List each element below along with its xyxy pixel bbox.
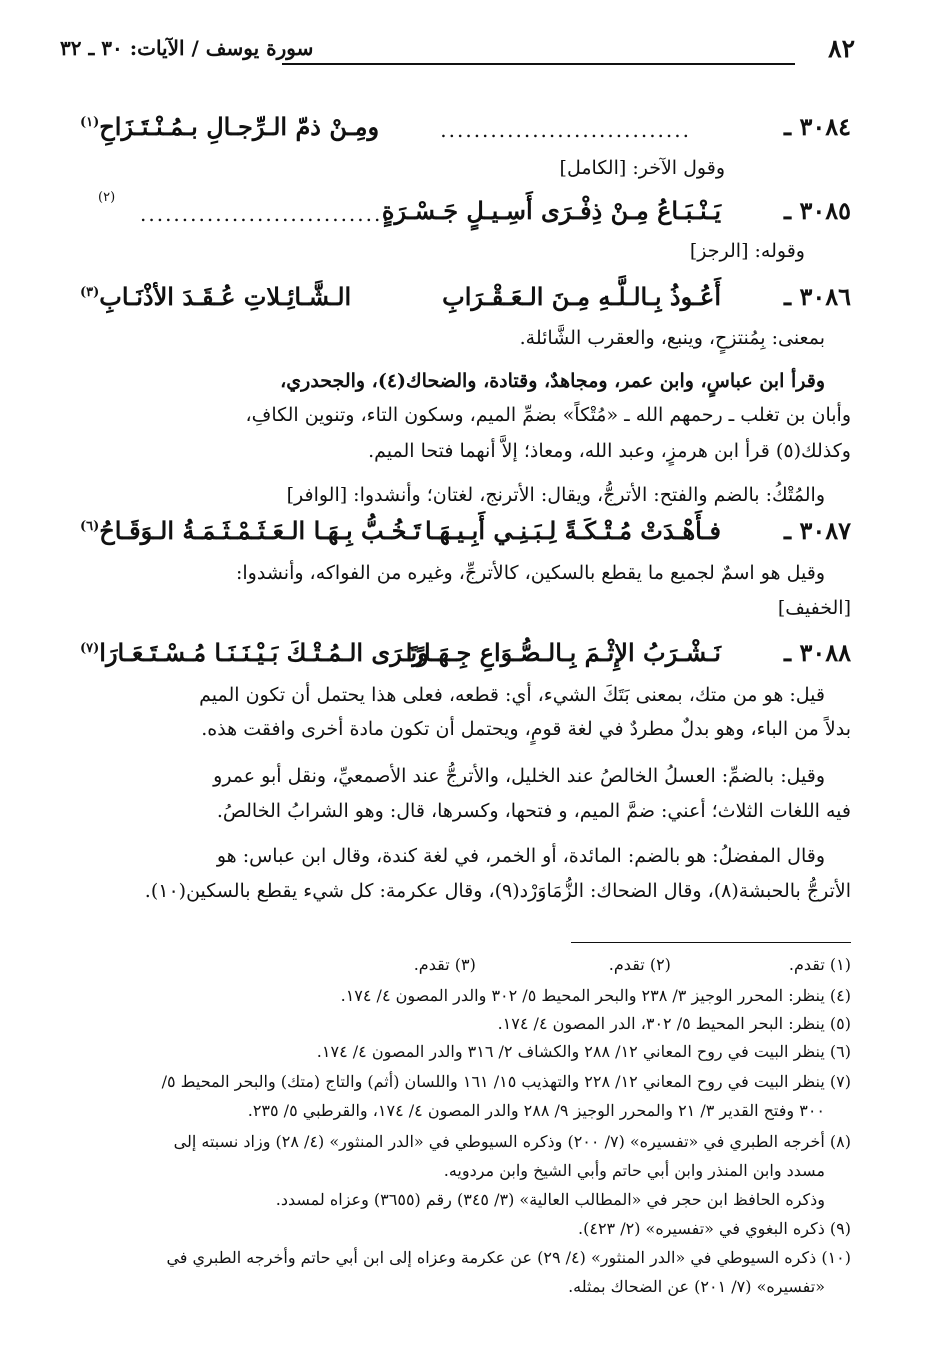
verse-hemistich-a: فـأَهْـدَتْ مُـتْـكَـةً لِـبَـنِـي أَبِـيـهَـا (424, 516, 721, 545)
elision-dots: .............................. (440, 118, 691, 142)
footnote-6: (٦) ينظر البيت في روح المعاني ١٢/ ٢٨٨ والكشاف ٢/ ٣١٦ والدر المصون ٤/ ١٧٤. (316, 1042, 851, 1061)
footnote-10-cont: «تفسيره» (٧/ ٢٠١) عن الضحاك بمثله. (568, 1277, 825, 1296)
footnotes-1-3 (80, 955, 851, 974)
footnote-4: (٤) ينظر: المحرر الوجيز ٣/ ٢٣٨ والبحر المحيط ٥/ ٣٠٢ والدر المصون ٤/ ١٧٤. (340, 986, 851, 1005)
footnote-9: (٩) ذكره البغوي في «تفسيره» (٢/ ٤٢٣). (578, 1219, 851, 1238)
text-line: وقيل: بالضمِّ: العسلُ الخالصُ عند الخليل، والأترجُّ عند الأصمعيِّ، ونقل أبو عمرو (213, 765, 825, 787)
footnote-8-cont: مسدد وابن المنذر وابن أبي حاتم وأبي الشيخ وابن مردويه. (443, 1161, 825, 1180)
footnote-1: (١) تقدم. (788, 955, 851, 974)
text-line: وكذلك(٥) قرأ ابن هرمزٍ، وعبد الله، ومعاذ؛ إلاَّ أنهما فتحا الميم. (368, 440, 851, 462)
verse-number: ٣٠٨٦ ـ (784, 282, 851, 311)
running-title: سورة يوسف / الآيات: ٣٠ ـ ٣٢ (60, 36, 314, 60)
verse-3084 (80, 112, 851, 152)
verse-3087 (80, 516, 851, 556)
footnote-7-cont: ٣٠٠ وفتح القدير ٣/ ٢١ والمحرر الوجيز ٩/ ٢٨٨ والدر المصون ٤/ ١٧٤، والقرطبي ٥/ ٢٣٥. (247, 1101, 825, 1120)
verse-hemistich-b (80, 516, 421, 545)
page-header (60, 32, 855, 72)
text-line: وقال المفضلُ: هو بالضم: المائدة، أو الخمر، في لغة كندة، وقال ابن عباس: هو (216, 845, 825, 867)
footnote-8: (٨) أخرجه الطبري في «تفسيره» (٧/ ٢٠٠) وذكره السيوطي في «الدر المنثور» (٤/ ٢٨) وزاد نسبته إلى (173, 1132, 851, 1151)
verse-text: ومِـنْ ذمّ الـرِّجـالِ بـمُـنْـتَـزَاحِ (99, 112, 380, 141)
meter-line: وقوله: [الرجز] (689, 240, 805, 262)
verse-3088 (80, 638, 851, 678)
text-line: وأبان بن تغلب ـ رحمهم الله ـ «مُتْكاً» بضمِّ الميم، وسكون التاء، وتنوين الكافِ، (245, 404, 851, 426)
verse-3086 (80, 282, 851, 322)
footnote-ref: (٧) (80, 641, 100, 656)
text-line: قيل: هو من متك، بمعنى بَتَكَ الشيء، أي: قطعه، فعلى هذا يحتمل أن تكون الميم (199, 684, 825, 706)
footnote-rule (571, 942, 851, 943)
text-line: وقرأ ابن عباسٍ، وابن عمر، ومجاهدٌ، وقتادة، والضحاك(٤)، والجحدري، (280, 370, 825, 392)
meter-line: وقول الآخر: [الكامل] (559, 157, 725, 179)
footnote-ref: (١) (80, 115, 100, 130)
verse-hemistich-a: نَـشْـرَبُ الإِثْـمَ بِـالـصُّـوَاعِ جِـهَـارًا (405, 638, 721, 667)
verse-hemistich-b (80, 638, 429, 667)
verse-hemistich-b (80, 282, 351, 311)
verse-number: ٣٠٨٨ ـ (784, 638, 851, 667)
footnote-8-cont: وذكره الحافظ ابن حجر في «المطالب العالية» (٣/ ٣٤٥) رقم (٣٦٥٥) وعزاه لمسدد. (275, 1190, 825, 1209)
footnote-ref: (٢) (98, 190, 116, 205)
text-line: بدلاً من الباء، وهو بدلٌ مطردٌ في لغة قومٍ، ويحتمل أن تكون مادة أخرى وافقت هذه. (201, 718, 851, 740)
header-rule (282, 63, 795, 65)
footnote-7: (٧) ينظر البيت في روح المعاني ١٢/ ٢٢٨ والتهذيب ١٥/ ١٦١ واللسان (أثم) والتاج (متك) والبحر المحيط ٥/ (161, 1072, 851, 1091)
footnote-5: (٥) ينظر: البحر المحيط ٥/ ٣٠٢، الدر المصون ٤/ ١٧٤. (497, 1014, 851, 1033)
footnote-2: (٢) تقدم. (608, 955, 671, 974)
verse-3085 (80, 190, 851, 236)
verse-hemistich-a: يَـنْـبَـاعُ مِـنْ ذِفْـرَى أَسِـيـلٍ جَـسْـرَةٍ (381, 196, 721, 225)
footnote-ref: (٦) (80, 519, 100, 534)
text-line: الأترجُّ بالحبشة(٨)، وقال الضحاك: الزُّمَاوَرْد(٩)، وقال عكرمة: كل شيء يقطع بالسكين(١٠). (144, 880, 851, 902)
verse-number: ٣٠٨٤ ـ (784, 112, 851, 141)
verse-text: وتَـرَى الـمُـتْـكَ بَـيْـنَـنَـا مُـسْـتَـعَـارَا (99, 638, 429, 667)
text-line: وقيل هو اسمٌ لجميع ما يقطع بالسكين، كالأترجِّ، وغيره من الفواكه، وأنشدوا: (236, 562, 825, 584)
elision-dots: .............................. (140, 202, 391, 226)
text-line: والمُتْكُ: بالضم والفتح: الأترجُّ، ويقال: الأترنج، لغتان؛ وأنشدوا: [الوافر] (286, 484, 825, 506)
text-line: فيه اللغات الثلاث؛ أعني: ضمَّ الميم، و فتحها، وكسرها، قال: وهو الشرابُ الخالصُ. (216, 800, 851, 822)
text-line: بمعنى: بِمُنتزحٍ، وينبع، والعقرب الشَّائلة. (519, 327, 825, 349)
verse-hemistich-b (80, 112, 379, 141)
verse-number: ٣٠٨٧ ـ (784, 516, 851, 545)
text-line: [الخفيف] (777, 597, 851, 619)
footnote-ref: (٣) (80, 285, 100, 300)
verse-number: ٣٠٨٥ ـ (784, 196, 851, 225)
verse-text: تَـخُـبُّ بِـهَـا الـعَـثَـمْـثَـمَـةُ الـوَقَـاحُ (99, 516, 421, 545)
verse-hemistich-a: أَعُـوذُ بِـالـلَّـهِ مِـنَ الـعَـقْـرَابِ (442, 282, 721, 311)
footnote-10: (١٠) ذكره السيوطي في «الدر المنثور» (٤/ ٢٩) عن عكرمة وعزاه إلى ابن أبي حاتم وأخرجه الطبري في (166, 1248, 851, 1267)
verse-text: الـشَّـائِـلاتِ عُـقَـدَ الأذْنَـابِ (99, 282, 352, 311)
footnote-3: (٣) تقدم. (413, 955, 476, 974)
page-number: ٨٢ (828, 34, 855, 63)
